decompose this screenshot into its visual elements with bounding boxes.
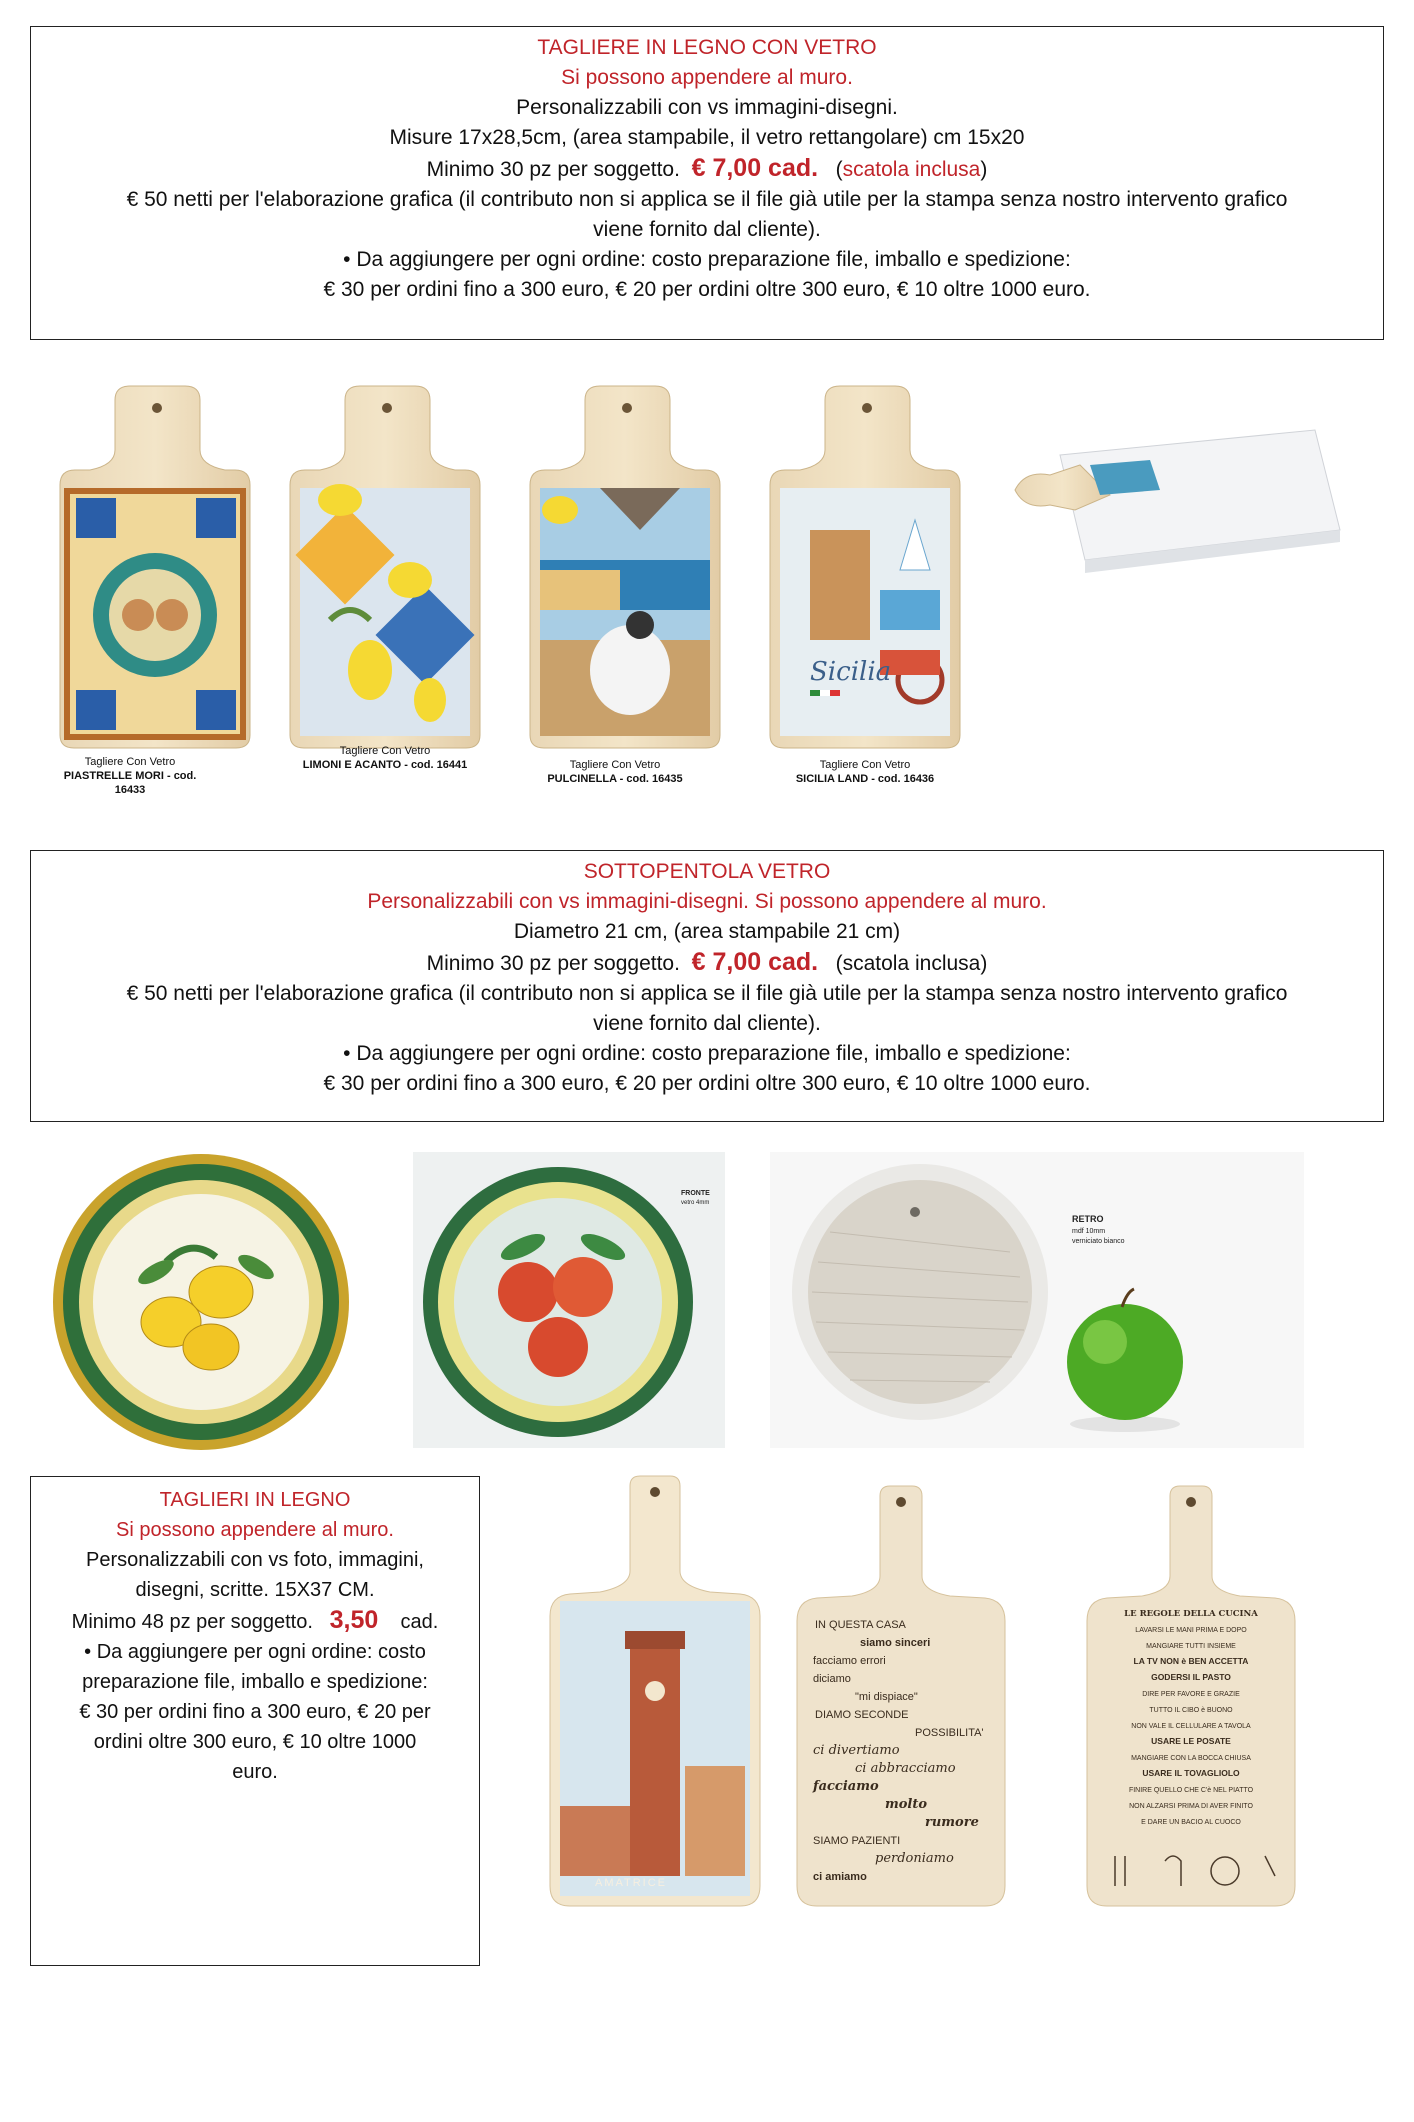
- section3-unit: cad.: [400, 1611, 439, 1633]
- board3text-line: DIAMO SECONDE: [815, 1709, 909, 1721]
- section3-min-line: [31, 1605, 479, 1637]
- section1-extra: • Da aggiungere per ogni ordine: costo preparazione file, imballo e spedizione:: [343, 248, 1071, 271]
- section3-line4: preparazione file, imballo e spedizione:: [82, 1671, 428, 1693]
- sicilia-script-text: Sicilia: [810, 657, 892, 687]
- section1-sizes: Misure 17x28,5cm, (area stampabile, il vetro rettangolare) cm 15x20: [389, 126, 1025, 149]
- section2-title: SOTTOPENTOLA VETRO: [583, 860, 831, 883]
- board3text-line: facciamo errori: [813, 1655, 886, 1667]
- trivet-peach-image: [413, 1152, 725, 1448]
- section1-graphic-2: viene fornito dal cliente).: [593, 218, 821, 241]
- section3-line1: Personalizzabili con vs foto, immagini,: [86, 1549, 424, 1571]
- section3-line5: € 30 per ordini fino a 300 euro, € 20 per: [79, 1701, 431, 1723]
- section1-shipping: € 30 per ordini fino a 300 euro, € 20 per ordini oltre 300 euro, € 10 oltre 1000 euro.: [323, 278, 1091, 301]
- section3-price: 3,50: [329, 1606, 379, 1634]
- section3-line7: euro.: [232, 1761, 278, 1783]
- trivet-retro-apple-image: [770, 1152, 1304, 1448]
- section1-price: € 7,00 cad.: [691, 154, 819, 182]
- section1-min-line: [31, 153, 1383, 185]
- board4text-line: TUTTO IL CIBO è BUONO: [1149, 1707, 1233, 1714]
- section2-min-line: [31, 947, 1383, 979]
- caption-pulcinella: Tagliere Con Vetro PULCINELLA - cod. 16435: [547, 759, 683, 785]
- board-in-questa-casa-image: [785, 1476, 1017, 1916]
- board4text-line: MANGIARE TUTTI INSIEME: [1146, 1643, 1236, 1650]
- section2-custom: Personalizzabili con vs immagini-disegni. Si possono appendere al muro.: [367, 890, 1047, 913]
- section3-line3: • Da aggiungere per ogni ordine: costo: [84, 1641, 426, 1663]
- board3text-line: facciamo: [813, 1779, 879, 1794]
- trivet-lemon-image: [46, 1152, 356, 1462]
- board4text-line: LAVARSI LE MANI PRIMA E DOPO: [1135, 1627, 1247, 1634]
- board4text-line: FINIRE QUELLO CHE C'è NEL PIATTO: [1128, 1787, 1254, 1794]
- caption-piastrelle-mori: Tagliere Con Vetro PIASTRELLE MORI - cod. 16433: [63, 756, 197, 796]
- section3-line2: disegni, scritte. 15X37 CM.: [135, 1579, 375, 1601]
- board3text-line: ci divertiamo: [813, 1743, 900, 1758]
- board4text-line: LE REGOLE DELLA CUCINA: [1124, 1609, 1258, 1619]
- caption-limoni-acanto: Tagliere Con Vetro LIMONI E ACANTO - cod. 16441: [302, 745, 468, 771]
- section-tagliere-vetro-box: [30, 26, 1384, 340]
- amatrice-label: AMATRICE: [595, 1877, 668, 1889]
- section-sottopentola-box: [30, 850, 1384, 1122]
- board3text-line: ci abbracciamo: [855, 1761, 956, 1776]
- fronte-sub-label: vetro 4mm: [681, 1200, 710, 1206]
- retro-sub-label-1: mdf 10mm: [1072, 1228, 1106, 1235]
- board4text-line: LA TV NON è BEN ACCETTA: [1133, 1656, 1249, 1666]
- section1-custom: Personalizzabili con vs immagini-disegni.: [516, 96, 898, 119]
- board-limoni-acanto-image: [290, 386, 480, 748]
- board4text-line: NON ALZARSI PRIMA DI AVER FINITO: [1129, 1803, 1253, 1810]
- section2-graphic-1: € 50 netti per l'elaborazione grafica (il contributo non si applica se il file già utile per la stampa senza nostro intervento grafico: [126, 982, 1288, 1005]
- section2-graphic-2: viene fornito dal cliente).: [593, 1012, 821, 1035]
- board3text-line: siamo sinceri: [860, 1637, 931, 1649]
- section1-hang: Si possono appendere al muro.: [561, 66, 853, 89]
- board3text-line: diciamo: [813, 1673, 851, 1685]
- board3text-line: molto: [885, 1797, 928, 1812]
- board4text-line: E DARE UN BACIO AL CUOCO: [1141, 1819, 1241, 1826]
- board-regole-cucina-image: [1075, 1476, 1307, 1916]
- board3text-line: "mi dispiace": [855, 1691, 918, 1703]
- board4text-line: MANGIARE CON LA BOCCA CHIUSA: [1131, 1755, 1251, 1762]
- board4text-line: NON VALE IL CELLULARE A TAVOLA: [1131, 1723, 1251, 1730]
- board-piastrelle-mori-image: [60, 386, 250, 748]
- board4text-line: DIRE PER FAVORE E GRAZIE: [1142, 1691, 1240, 1698]
- board3text-line: perdoniamo: [875, 1851, 954, 1866]
- retro-label: RETRO: [1072, 1214, 1104, 1224]
- board3text-line: POSSIBILITA': [915, 1727, 984, 1739]
- board3text-line: IN QUESTA CASA: [815, 1619, 906, 1631]
- section1-box: (scatola inclusa): [835, 158, 988, 181]
- section3-min: Minimo 48 pz per soggetto.: [71, 1611, 313, 1633]
- section2-box: (scatola inclusa): [835, 952, 988, 975]
- section3-line6: ordini oltre 300 euro, € 10 oltre 1000: [93, 1731, 417, 1753]
- board3text-line: ci amiamo: [813, 1871, 867, 1883]
- section-taglieri-legno-box: [30, 1476, 480, 1966]
- section3-title: TAGLIERI IN LEGNO: [159, 1489, 351, 1511]
- section1-graphic-1: € 50 netti per l'elaborazione grafica (il contributo non si applica se il file già utile per la stampa senza nostro intervento grafico: [126, 188, 1288, 211]
- board-pulcinella-image: [530, 386, 720, 748]
- board4text-line: GODERSI IL PASTO: [1151, 1672, 1231, 1682]
- section3-hang: Si possono appendere al muro.: [116, 1519, 394, 1541]
- fronte-label: FRONTE: [681, 1190, 710, 1197]
- board4text-line: USARE IL TOVAGLIOLO: [1142, 1768, 1240, 1778]
- section2-sizes: Diametro 21 cm, (area stampabile 21 cm): [513, 920, 901, 943]
- product-photo-strip: [40, 370, 1380, 800]
- section1-title: TAGLIERE IN LEGNO CON VETRO: [537, 36, 877, 59]
- retro-sub-label-2: verniciato bianco: [1072, 1238, 1125, 1245]
- board4text-line: USARE LE POSATE: [1151, 1736, 1231, 1746]
- board3text-line: rumore: [925, 1815, 979, 1830]
- section2-min: Minimo 30 pz per soggetto.: [426, 952, 680, 975]
- section1-min: Minimo 30 pz per soggetto.: [426, 158, 680, 181]
- section2-price: € 7,00 cad.: [691, 948, 819, 976]
- board-sicilia-land-image: [770, 386, 960, 748]
- board-amatrice-image: [535, 1466, 775, 1916]
- section2-shipping: € 30 per ordini fino a 300 euro, € 20 per ordini oltre 300 euro, € 10 oltre 1000 euro.: [323, 1072, 1091, 1095]
- caption-sicilia-land: Tagliere Con Vetro SICILIA LAND - cod. 16436: [795, 759, 935, 785]
- board3text-line: SIAMO PAZIENTI: [813, 1835, 901, 1847]
- gift-box-image: [1015, 430, 1340, 573]
- section2-extra: • Da aggiungere per ogni ordine: costo preparazione file, imballo e spedizione:: [343, 1042, 1071, 1065]
